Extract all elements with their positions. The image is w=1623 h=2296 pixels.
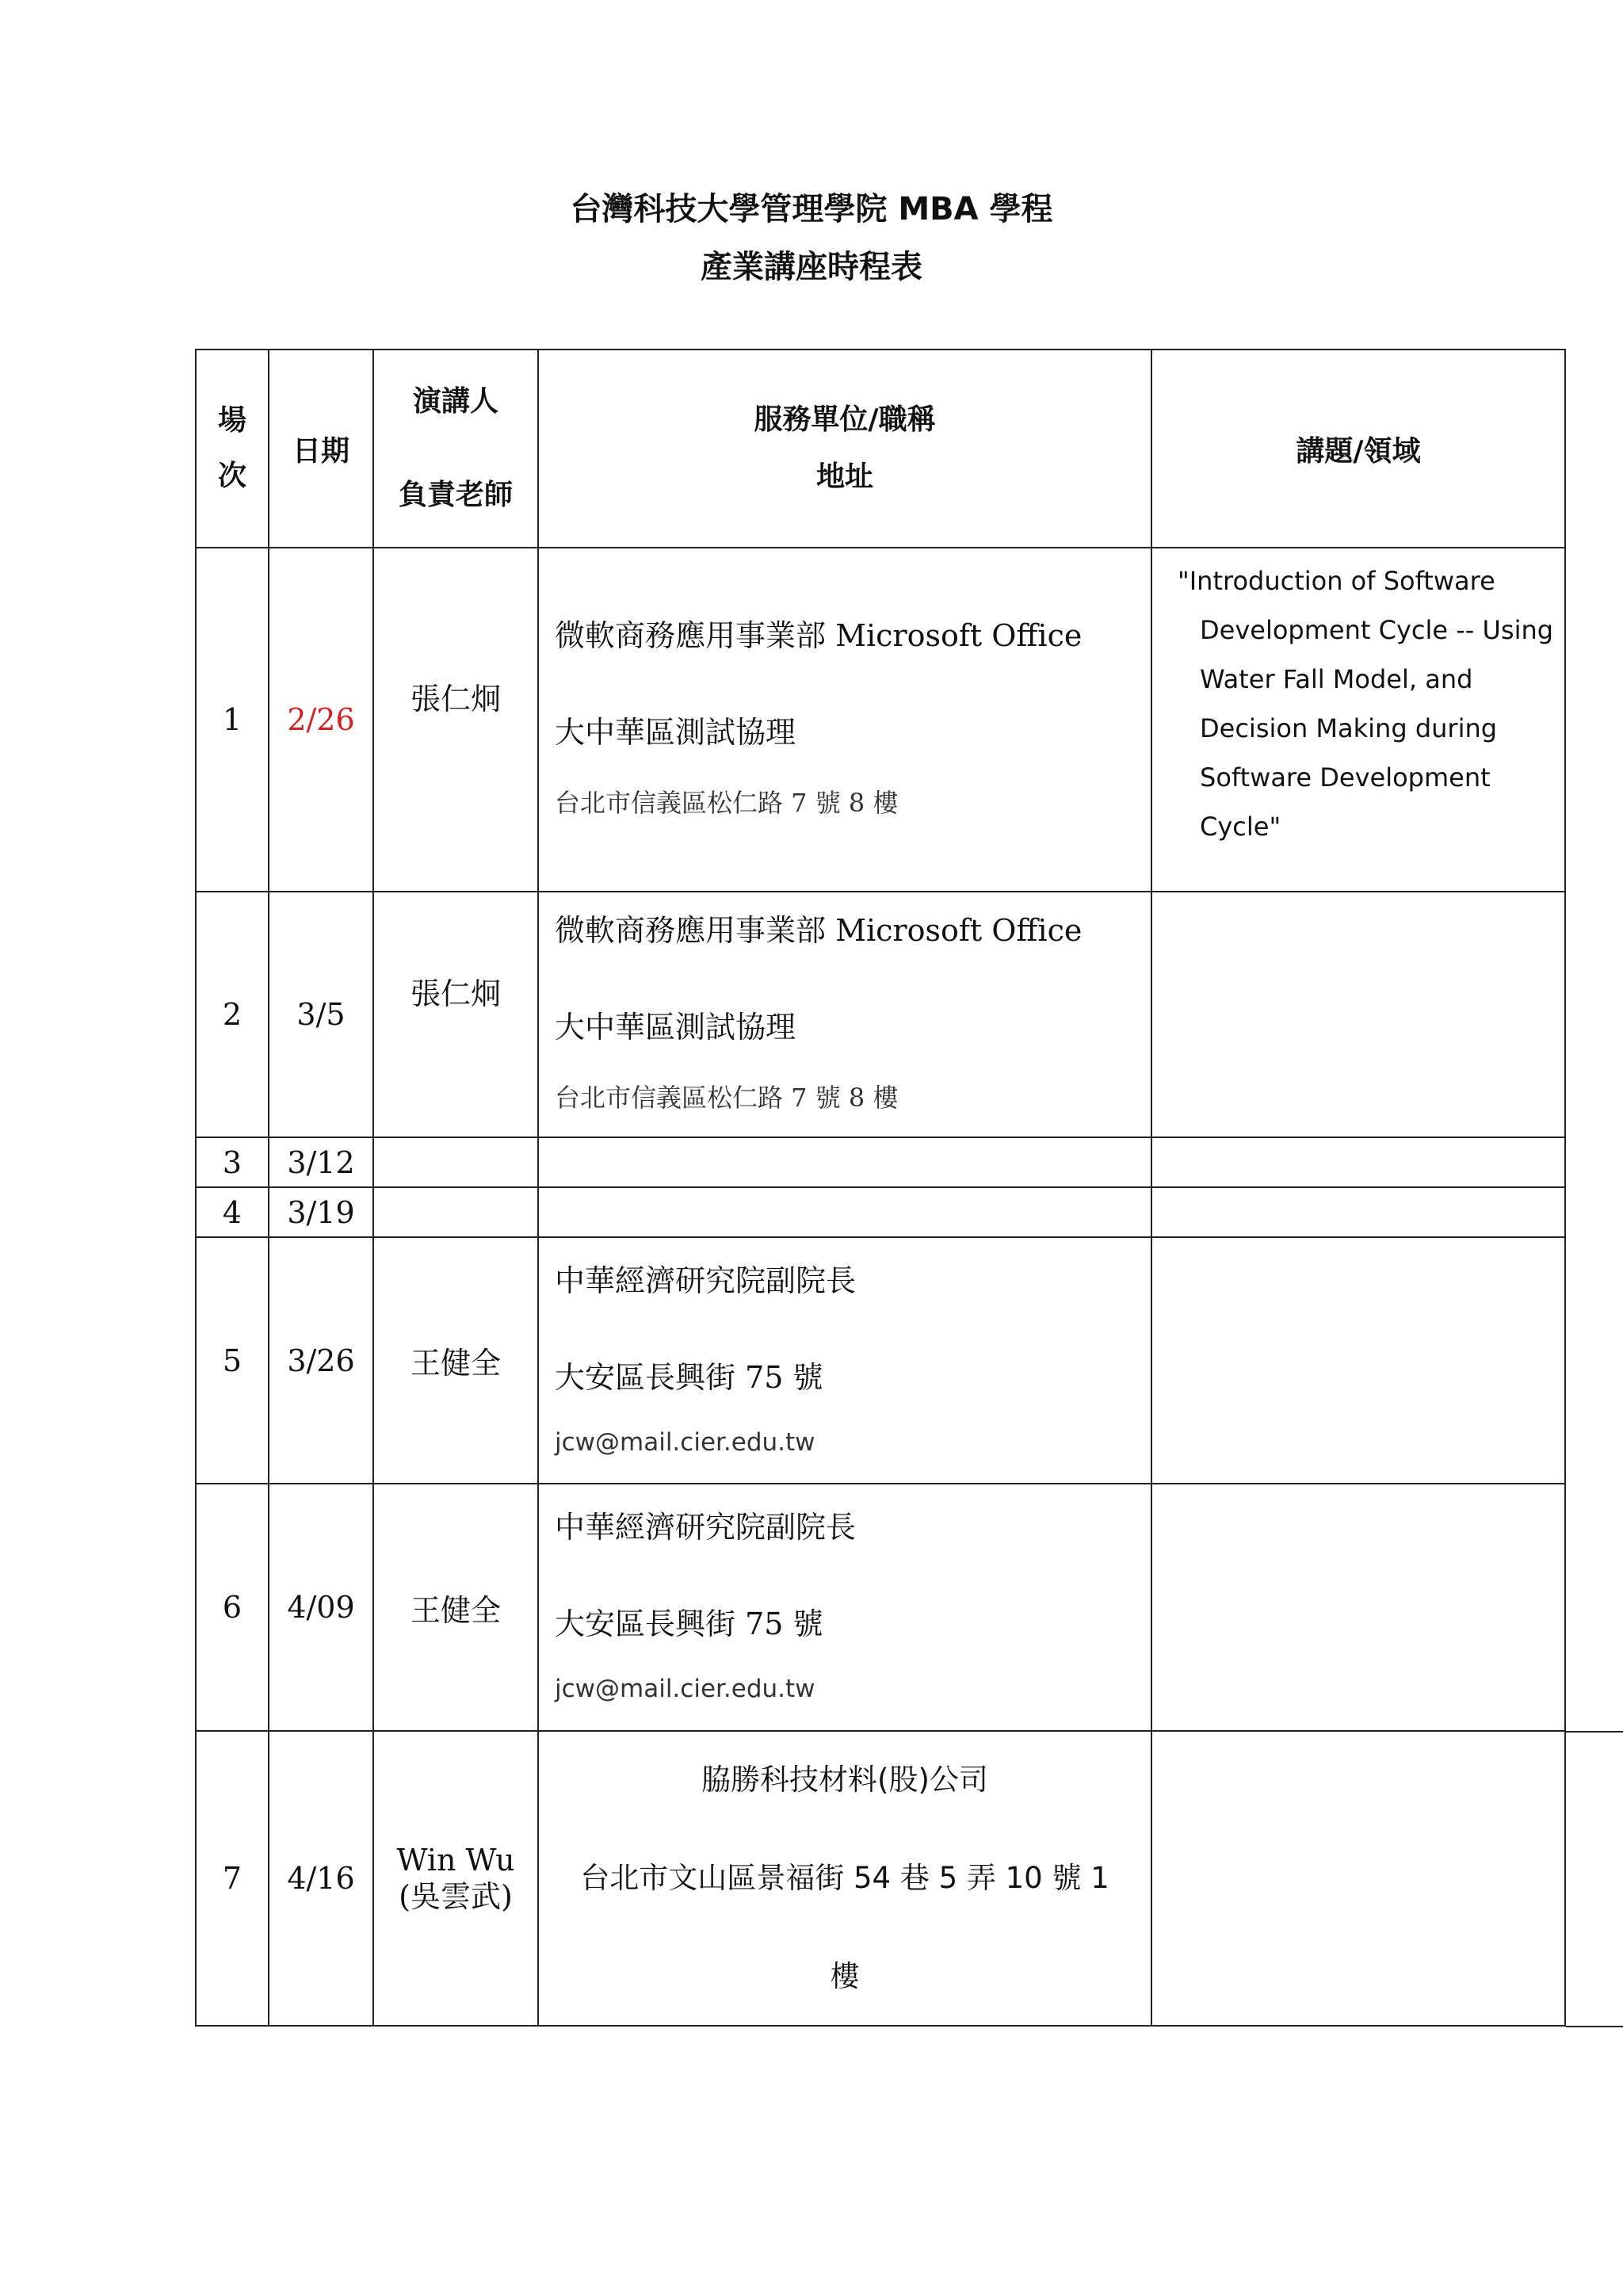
address-continued: 樓 [830,1959,860,1993]
document-subtitle: 產業講座時程表 [701,249,922,285]
session-number: 7 [196,1731,269,2026]
speaker-name: 張仁炯 [373,892,538,1137]
address: 大安區長興街 75 號 [555,1359,823,1395]
header-session: 場 次 [196,350,269,548]
table-border-extension [1566,1731,1623,1733]
table-header-row [196,350,1565,548]
session-number: 2 [196,892,269,1137]
table-row [196,1237,1565,1484]
header-date: 日期 [269,350,373,548]
organization-cell [538,1187,1151,1237]
lecture-topic [1151,1237,1565,1484]
document-title: 台灣科技大學管理學院 MBA 學程 [570,191,1053,227]
lecture-topic [1151,1731,1565,2026]
organization-name: 中華經濟研究院副院長 [555,1510,857,1545]
organization-name: 微軟商務應用事業部 Microsoft Office [555,618,1083,653]
session-number: 1 [196,548,269,892]
session-date: 3/12 [269,1137,373,1187]
session-date: 3/5 [269,892,373,1137]
job-title: 大中華區測試協理 [555,1010,796,1045]
address: 台北市信義區松仁路 7 號 8 樓 [555,1083,899,1113]
session-date: 4/16 [269,1731,373,2026]
address: 台北市文山區景福街 54 巷 5 弄 10 號 1 [580,1861,1109,1895]
speaker-name: 王健全 [373,1484,538,1731]
header-speaker: 演講人 負責老師 [373,350,538,548]
organization-cell [538,1484,1151,1731]
session-date: 4/09 [269,1484,373,1731]
job-title: 大中華區測試協理 [555,715,796,750]
table-border-extension [1566,2026,1623,2027]
speaker-name [373,1187,538,1237]
speaker-name: 張仁炯 [373,548,538,892]
lecture-topic [1151,892,1565,1137]
lecture-topic [1151,1187,1565,1237]
session-number: 4 [196,1187,269,1237]
organization-name: 脇勝科技材料(股)公司 [701,1763,988,1797]
speaker-name: 王健全 [373,1237,538,1484]
organization-name: 微軟商務應用事業部 Microsoft Office [555,913,1083,948]
speaker-name: Win Wu (吳雲武) [373,1731,538,2026]
session-number: 3 [196,1137,269,1187]
header-topic: 講題/領域 [1151,350,1565,548]
organization-cell [538,892,1151,1137]
speaker-name [373,1137,538,1187]
table-row [196,1137,1565,1187]
session-date: 3/19 [269,1187,373,1237]
table-row [196,1484,1565,1731]
organization-cell [538,548,1151,892]
session-number: 6 [196,1484,269,1731]
organization-cell [538,1137,1151,1187]
table-row [196,548,1565,892]
table-row [196,1187,1565,1237]
organization-name: 中華經濟研究院副院長 [555,1263,857,1298]
session-number: 5 [196,1237,269,1484]
lecture-topic [1151,1137,1565,1187]
organization-cell [538,1731,1151,2026]
lecture-topic: "Introduction of Software Development Cycle -- Using Water Fall Model, and Decision Making during Software Development Cycle" [1151,548,1565,892]
organization-cell [538,1237,1151,1484]
session-date: 2/26 [269,548,373,892]
schedule-table [195,349,1566,2027]
email: jcw@mail.cier.edu.tw [555,1427,815,1457]
address: 大安區長興街 75 號 [555,1606,823,1641]
table-row [196,1731,1565,2026]
lecture-topic [1151,1484,1565,1731]
header-organization: 服務單位/職稱 地址 [538,350,1151,548]
session-date: 3/26 [269,1237,373,1484]
address: 台北市信義區松仁路 7 號 8 樓 [555,788,899,818]
email: jcw@mail.cier.edu.tw [555,1675,815,1703]
table-row [196,892,1565,1137]
